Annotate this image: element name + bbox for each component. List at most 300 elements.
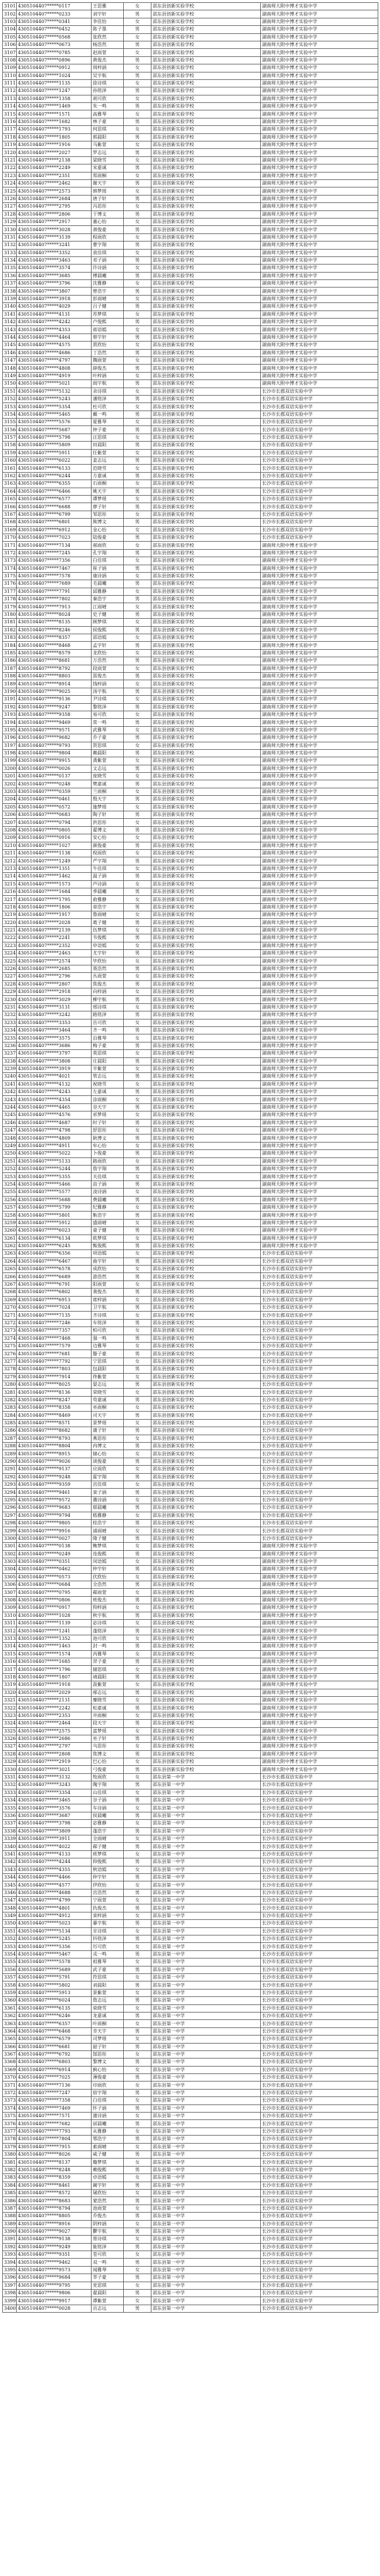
destination-cell: 湖南师大附中博才实验中学 bbox=[261, 1712, 378, 1719]
destination-cell: 湖南师大附中博才实验中学 bbox=[261, 164, 378, 172]
gender-cell: 女 bbox=[124, 1266, 151, 1273]
destination-cell: 长沙市长郡双语实验中学 bbox=[261, 2104, 378, 2112]
row-number-cell: 3325 bbox=[3, 1727, 17, 1735]
row-number-cell: 3340 bbox=[3, 1843, 17, 1850]
id-number-cell: 4305104407*****9137 bbox=[17, 1466, 92, 1473]
gender-cell: 男 bbox=[124, 87, 151, 95]
school-cell: 邵东县创新实验学校 bbox=[151, 834, 261, 842]
school-cell: 邵东县第一中学 bbox=[151, 2213, 261, 2220]
table-row bbox=[3, 1019, 378, 1026]
student-name-cell: 边雅琴 bbox=[92, 1342, 124, 1350]
school-cell: 邵东县第一中学 bbox=[151, 1958, 261, 1966]
gender-cell: 男 bbox=[124, 1535, 151, 1542]
row-number-cell: 3159 bbox=[3, 449, 17, 457]
student-name-cell: 隗宇翔 bbox=[92, 1781, 124, 1789]
student-name-cell: 俞雅静 bbox=[92, 896, 124, 903]
destination-cell: 湖南师大附中博才实验中学 bbox=[261, 1620, 378, 1627]
row-number-cell: 3227 bbox=[3, 973, 17, 980]
table-row bbox=[3, 1927, 378, 1935]
id-number-cell: 4305104407*****3687 bbox=[17, 1812, 92, 1819]
destination-cell: 湖南师大附中博才实验中学 bbox=[261, 565, 378, 572]
row-number-cell: 3196 bbox=[3, 734, 17, 742]
id-number-cell: 4305104407*****6912 bbox=[17, 526, 92, 534]
gender-cell: 女 bbox=[124, 126, 151, 133]
school-cell: 邵东县第一中学 bbox=[151, 2143, 261, 2150]
school-cell: 邵东县创新实验学校 bbox=[151, 218, 261, 225]
school-cell: 邵东县创新实验学校 bbox=[151, 1681, 261, 1689]
gender-cell: 女 bbox=[124, 2236, 151, 2243]
destination-cell: 湖南师大附中博才实验中学 bbox=[261, 342, 378, 349]
gender-cell: 女 bbox=[124, 1897, 151, 1904]
table-row bbox=[3, 857, 378, 865]
table-row bbox=[3, 488, 378, 495]
table-row bbox=[3, 1127, 378, 1134]
destination-cell: 长沙市长郡双语实验中学 bbox=[261, 1396, 378, 1404]
id-number-cell: 4305104407*****0916 bbox=[17, 834, 92, 842]
destination-cell: 湖南师大附中博才实验中学 bbox=[261, 1019, 378, 1026]
row-number-cell: 3371 bbox=[3, 2082, 17, 2089]
gender-cell: 女 bbox=[124, 1312, 151, 1319]
table-row bbox=[3, 1173, 378, 1180]
student-name-cell: 安心怡 bbox=[92, 834, 124, 842]
id-number-cell: 4305104407*****3574 bbox=[17, 264, 92, 272]
student-name-cell: 段雨萱 bbox=[92, 665, 124, 672]
gender-cell: 男 bbox=[124, 503, 151, 511]
row-number-cell: 3322 bbox=[3, 1704, 17, 1712]
school-cell: 邵东县创新实验学校 bbox=[151, 1366, 261, 1373]
row-number-cell: 3137 bbox=[3, 280, 17, 288]
table-row bbox=[3, 1273, 378, 1281]
school-cell: 邵东县第一中学 bbox=[151, 1966, 261, 1973]
row-number-cell: 3316 bbox=[3, 1658, 17, 1665]
student-name-cell: 刘宇轩 bbox=[92, 10, 124, 18]
row-number-cell: 3108 bbox=[3, 56, 17, 64]
gender-cell: 女 bbox=[124, 141, 151, 149]
id-number-cell: 4305104407*****3807 bbox=[17, 288, 92, 295]
gender-cell: 男 bbox=[124, 934, 151, 942]
row-number-cell: 3183 bbox=[3, 634, 17, 642]
row-number-cell: 3394 bbox=[3, 2259, 17, 2266]
table-row bbox=[3, 511, 378, 518]
row-number-cell: 3311 bbox=[3, 1620, 17, 1627]
row-number-cell: 3279 bbox=[3, 1373, 17, 1381]
student-name-cell: 辛紫萱 bbox=[92, 1065, 124, 1072]
destination-cell: 长沙市长郡双语实验中学 bbox=[261, 1527, 378, 1535]
student-name-cell: 邢诗琪 bbox=[92, 1003, 124, 1011]
student-name-cell: 庄晨阳 bbox=[92, 1057, 124, 1065]
row-number-cell: 3178 bbox=[3, 596, 17, 603]
school-cell: 邵东县创新实验学校 bbox=[151, 326, 261, 334]
student-name-cell: 侯俊熙 bbox=[92, 626, 124, 634]
gender-cell: 男 bbox=[124, 1212, 151, 1219]
gender-cell: 女 bbox=[124, 1666, 151, 1673]
id-number-cell: 4305104407*****7245 bbox=[17, 549, 92, 557]
gender-cell: 女 bbox=[124, 896, 151, 903]
destination-cell: 长沙市长郡双语实验中学 bbox=[261, 1358, 378, 1365]
student-name-cell: 赖俊熙 bbox=[92, 2166, 124, 2174]
destination-cell: 湖南师大附中博才实验中学 bbox=[261, 1157, 378, 1165]
table-row bbox=[3, 1496, 378, 1504]
school-cell: 邵东县创新实验学校 bbox=[151, 1227, 261, 1235]
row-number-cell: 3214 bbox=[3, 873, 17, 880]
student-name-cell: 马紫萱 bbox=[92, 141, 124, 149]
id-number-cell: 4305104407*****4133 bbox=[17, 1850, 92, 1858]
id-number-cell: 4305104407*****5578 bbox=[17, 1958, 92, 1966]
school-cell: 邵东县第一中学 bbox=[151, 1974, 261, 1981]
student-name-cell: 伏欣怡 bbox=[92, 1573, 124, 1581]
destination-cell: 湖南师大附中博才实验中学 bbox=[261, 249, 378, 256]
id-number-cell: 4305104407*****5576 bbox=[17, 419, 92, 426]
id-number-cell: 4305104407*****0573 bbox=[17, 1573, 92, 1581]
student-name-cell: 仲宇轩 bbox=[92, 1566, 124, 1573]
row-number-cell: 3163 bbox=[3, 480, 17, 488]
school-cell: 邵东县创新实验学校 bbox=[151, 1312, 261, 1319]
destination-cell: 长沙市长郡双语实验中学 bbox=[261, 2097, 378, 2104]
row-number-cell: 3127 bbox=[3, 203, 17, 210]
destination-cell: 湖南师大附中博才实验中学 bbox=[261, 1558, 378, 1565]
student-name-cell: 章浩宇 bbox=[92, 903, 124, 911]
id-number-cell: 4305104407*****2027 bbox=[17, 149, 92, 156]
row-number-cell: 3378 bbox=[3, 2136, 17, 2143]
destination-cell: 长沙市长郡双语实验中学 bbox=[261, 1296, 378, 1304]
gender-cell: 女 bbox=[124, 1034, 151, 1042]
id-number-cell: 4305104407*****2808 bbox=[17, 1750, 92, 1758]
row-number-cell: 3126 bbox=[3, 195, 17, 202]
table-row bbox=[3, 365, 378, 372]
table-row bbox=[3, 988, 378, 996]
student-name-cell: 郝雨欣 bbox=[92, 542, 124, 549]
row-number-cell: 3198 bbox=[3, 749, 17, 757]
gender-cell: 女 bbox=[124, 849, 151, 857]
gender-cell: 女 bbox=[124, 1065, 151, 1072]
student-name-cell: 弓俊豪 bbox=[92, 1766, 124, 1773]
row-number-cell: 3296 bbox=[3, 1504, 17, 1512]
table-row bbox=[3, 1827, 378, 1835]
id-number-cell: 4305104407*****8359 bbox=[17, 2174, 92, 2182]
student-name-cell: 谭紫萱 bbox=[92, 2297, 124, 2305]
id-number-cell: 4305104407*****3131 bbox=[17, 1003, 92, 1011]
school-cell: 邵东县创新实验学校 bbox=[151, 1704, 261, 1712]
gender-cell: 男 bbox=[124, 980, 151, 988]
gender-cell: 女 bbox=[124, 2159, 151, 2166]
student-name-cell: 胡可欣 bbox=[92, 95, 124, 102]
table-row bbox=[3, 1065, 378, 1072]
row-number-cell: 3223 bbox=[3, 942, 17, 949]
gender-cell: 女 bbox=[124, 603, 151, 611]
destination-cell: 湖南师大附中博才实验中学 bbox=[261, 1150, 378, 1157]
school-cell: 邵东县第一中学 bbox=[151, 1943, 261, 1950]
table-row bbox=[3, 1612, 378, 1619]
gender-cell: 女 bbox=[124, 1003, 151, 1011]
destination-cell: 湖南师大附中博才实验中学 bbox=[261, 626, 378, 634]
table-row bbox=[3, 334, 378, 341]
id-number-cell: 4305104407*****7467 bbox=[17, 565, 92, 572]
row-number-cell: 3175 bbox=[3, 572, 17, 580]
id-number-cell: 4305104407*****0673 bbox=[17, 41, 92, 48]
destination-cell: 湖南师大附中博才实验中学 bbox=[261, 26, 378, 33]
destination-cell: 湖南师大附中博才实验中学 bbox=[261, 41, 378, 48]
gender-cell: 女 bbox=[124, 1681, 151, 1689]
id-number-cell: 4305104407*****3132 bbox=[17, 1773, 92, 1781]
table-row bbox=[3, 1750, 378, 1758]
gender-cell: 女 bbox=[124, 1804, 151, 1812]
destination-cell: 湖南师大附中博才实验中学 bbox=[261, 803, 378, 811]
destination-cell: 湖南师大附中博才实验中学 bbox=[261, 172, 378, 179]
destination-cell: 长沙市长郡双语实验中学 bbox=[261, 2159, 378, 2166]
table-row bbox=[3, 1235, 378, 1242]
student-name-cell: 涂雨桐 bbox=[92, 1096, 124, 1103]
id-number-cell: 4305104407*****1463 bbox=[17, 1643, 92, 1650]
school-cell: 邵东县第一中学 bbox=[151, 2266, 261, 2274]
table-row bbox=[3, 757, 378, 765]
gender-cell: 女 bbox=[124, 233, 151, 241]
row-number-cell: 3226 bbox=[3, 965, 17, 972]
row-number-cell: 3347 bbox=[3, 1897, 17, 1904]
table-row bbox=[3, 1427, 378, 1435]
id-number-cell: 4305104407*****0138 bbox=[17, 1543, 92, 1550]
table-row bbox=[3, 919, 378, 926]
table-row bbox=[3, 588, 378, 595]
id-number-cell: 4305104407*****7913 bbox=[17, 603, 92, 611]
destination-cell: 湖南师大附中博才实验中学 bbox=[261, 1103, 378, 1111]
school-cell: 邵东县创新实验学校 bbox=[151, 295, 261, 302]
table-row bbox=[3, 372, 378, 379]
destination-cell: 湖南师大附中博才实验中学 bbox=[261, 133, 378, 141]
school-cell: 邵东县第一中学 bbox=[151, 2113, 261, 2120]
table-row bbox=[3, 2113, 378, 2120]
gender-cell: 男 bbox=[124, 1720, 151, 1727]
student-name-cell: 柳宇航 bbox=[92, 996, 124, 1003]
id-number-cell: 4305104407*****5243 bbox=[17, 395, 92, 402]
student-name-cell: 雷俊杰 bbox=[92, 672, 124, 680]
destination-cell: 长沙市长郡双语实验中学 bbox=[261, 426, 378, 434]
id-number-cell: 4305104407*****5791 bbox=[17, 1974, 92, 1981]
destination-cell: 湖南师大附中博才实验中学 bbox=[261, 1635, 378, 1642]
destination-cell: 湖南师大附中博才实验中学 bbox=[261, 103, 378, 110]
row-number-cell: 3169 bbox=[3, 526, 17, 534]
gender-cell: 女 bbox=[124, 419, 151, 426]
row-number-cell: 3300 bbox=[3, 1535, 17, 1542]
row-number-cell: 3382 bbox=[3, 2166, 17, 2174]
table-row bbox=[3, 1396, 378, 1404]
table-row bbox=[3, 164, 378, 172]
destination-cell: 湖南师大附中博才实验中学 bbox=[261, 873, 378, 880]
destination-cell: 长沙市长郡双语实验中学 bbox=[261, 395, 378, 402]
table-row bbox=[3, 1704, 378, 1712]
id-number-cell: 4305104407*****9793 bbox=[17, 742, 92, 749]
school-cell: 邵东县创新实验学校 bbox=[151, 64, 261, 72]
table-row bbox=[3, 696, 378, 703]
id-number-cell: 4305104407*****7468 bbox=[17, 1335, 92, 1342]
id-number-cell: 4305104407*****6792 bbox=[17, 2050, 92, 2058]
gender-cell: 男 bbox=[124, 873, 151, 880]
table-row bbox=[3, 1589, 378, 1596]
table-row bbox=[3, 2058, 378, 2066]
student-name-cell: 齐诗琪 bbox=[92, 1312, 124, 1319]
destination-cell: 长沙市长郡双语实验中学 bbox=[261, 1974, 378, 1981]
school-cell: 邵东县创新实验学校 bbox=[151, 1042, 261, 1049]
gender-cell: 男 bbox=[124, 1273, 151, 1281]
destination-cell: 湖南师大附中博才实验中学 bbox=[261, 1142, 378, 1149]
destination-cell: 湖南师大附中博才实验中学 bbox=[261, 303, 378, 310]
row-number-cell: 3291 bbox=[3, 1466, 17, 1473]
student-name-cell: 储心怡 bbox=[92, 1450, 124, 1458]
id-number-cell: 4305104407*****5912 bbox=[17, 1219, 92, 1226]
row-number-cell: 3348 bbox=[3, 1904, 17, 1912]
table-row bbox=[3, 2012, 378, 2019]
school-cell: 邵东县第一中学 bbox=[151, 2043, 261, 2050]
school-cell: 邵东县创新实验学校 bbox=[151, 1304, 261, 1312]
student-name-cell: 燕思彤 bbox=[92, 1435, 124, 1442]
school-cell: 邵东县第一中学 bbox=[151, 1997, 261, 2004]
school-cell: 邵东县创新实验学校 bbox=[151, 1250, 261, 1258]
id-number-cell: 4305104407*****1917 bbox=[17, 911, 92, 919]
id-number-cell: 4305104407*****0568 bbox=[17, 33, 92, 41]
gender-cell: 女 bbox=[124, 1589, 151, 1596]
table-row bbox=[3, 572, 378, 580]
row-number-cell: 3324 bbox=[3, 1720, 17, 1727]
student-name-cell: 文志远 bbox=[92, 765, 124, 772]
student-name-cell: 暴宇航 bbox=[92, 1920, 124, 1927]
school-cell: 邵东县创新实验学校 bbox=[151, 87, 261, 95]
student-name-cell: 葛子健 bbox=[92, 919, 124, 926]
gender-cell: 女 bbox=[124, 465, 151, 472]
row-number-cell: 3277 bbox=[3, 1358, 17, 1365]
row-number-cell: 3320 bbox=[3, 1689, 17, 1696]
id-number-cell: 4305104407*****4808 bbox=[17, 365, 92, 372]
destination-cell: 湖南师大附中博才实验中学 bbox=[261, 118, 378, 125]
school-cell: 邵东县创新实验学校 bbox=[151, 588, 261, 595]
table-row bbox=[3, 2205, 378, 2212]
row-number-cell: 3213 bbox=[3, 865, 17, 872]
row-number-cell: 3168 bbox=[3, 519, 17, 526]
row-number-cell: 3156 bbox=[3, 426, 17, 434]
table-row bbox=[3, 2104, 378, 2112]
student-name-cell: 靖晨阳 bbox=[92, 1673, 124, 1681]
row-number-cell: 3384 bbox=[3, 2182, 17, 2189]
student-name-cell: 幸天宇 bbox=[92, 2027, 124, 2035]
school-cell: 邵东县创新实验学校 bbox=[151, 926, 261, 934]
id-number-cell: 4305104407*****1352 bbox=[17, 1635, 92, 1642]
row-number-cell: 3202 bbox=[3, 780, 17, 788]
gender-cell: 女 bbox=[124, 1373, 151, 1381]
row-number-cell: 3356 bbox=[3, 1966, 17, 1973]
school-cell: 邵东县创新实验学校 bbox=[151, 1543, 261, 1550]
gender-cell: 女 bbox=[124, 1296, 151, 1304]
student-name-cell: 田晨阳 bbox=[92, 442, 124, 449]
table-row bbox=[3, 1296, 378, 1304]
gender-cell: 男 bbox=[124, 965, 151, 972]
id-number-cell: 4305104407*****1028 bbox=[17, 1612, 92, 1619]
student-name-cell: 梁晓雪 bbox=[92, 156, 124, 164]
gender-cell: 男 bbox=[124, 1873, 151, 1881]
table-row bbox=[3, 103, 378, 110]
id-number-cell: 4305104407*****9916 bbox=[17, 1527, 92, 1535]
row-number-cell: 3154 bbox=[3, 411, 17, 418]
destination-cell: 湖南师大附中博才实验中学 bbox=[261, 1743, 378, 1750]
row-number-cell: 3337 bbox=[3, 1820, 17, 1827]
student-name-cell: 糜晓雪 bbox=[92, 1696, 124, 1704]
destination-cell: 长沙市长郡双语实验中学 bbox=[261, 1843, 378, 1850]
student-name-cell: 钟子豪 bbox=[92, 426, 124, 434]
student-name-cell: 祖雅琴 bbox=[92, 1958, 124, 1966]
table-row bbox=[3, 1157, 378, 1165]
school-cell: 邵东县创新实验学校 bbox=[151, 56, 261, 64]
school-cell: 邵东县创新实验学校 bbox=[151, 1412, 261, 1419]
table-row bbox=[3, 1966, 378, 1973]
destination-cell: 湖南师大附中博才实验中学 bbox=[261, 179, 378, 187]
row-number-cell: 3164 bbox=[3, 488, 17, 495]
id-number-cell: 4305104407*****6134 bbox=[17, 1235, 92, 1242]
row-number-cell: 3152 bbox=[3, 395, 17, 402]
student-name-cell: 秦浩宇 bbox=[92, 596, 124, 603]
student-name-cell: 巫子轩 bbox=[92, 1735, 124, 1742]
school-cell: 邵东县第一中学 bbox=[151, 1804, 261, 1812]
row-number-cell: 3278 bbox=[3, 1366, 17, 1373]
row-number-cell: 3287 bbox=[3, 1435, 17, 1442]
school-cell: 邵东县第一中学 bbox=[151, 2082, 261, 2089]
student-name-cell: 曹宇翔 bbox=[92, 241, 124, 249]
row-number-cell: 3381 bbox=[3, 2159, 17, 2166]
destination-cell: 湖南师大附中博才实验中学 bbox=[261, 1212, 378, 1219]
school-cell: 邵东县创新实验学校 bbox=[151, 1458, 261, 1465]
destination-cell: 湖南师大附中博才实验中学 bbox=[261, 33, 378, 41]
student-name-cell: 牟心怡 bbox=[92, 1142, 124, 1149]
destination-cell: 长沙市长郡双语实验中学 bbox=[261, 2274, 378, 2282]
school-cell: 邵东县创新实验学校 bbox=[151, 973, 261, 980]
student-name-cell: 崔子涵 bbox=[92, 565, 124, 572]
school-cell: 邵东县创新实验学校 bbox=[151, 1589, 261, 1596]
student-name-cell: 宓诗琪 bbox=[92, 1620, 124, 1627]
destination-cell: 长沙市长郡双语实验中学 bbox=[261, 1535, 378, 1542]
destination-cell: 湖南师大附中博才实验中学 bbox=[261, 734, 378, 742]
destination-cell: 湖南师大附中博才实验中学 bbox=[261, 1643, 378, 1650]
row-number-cell: 3165 bbox=[3, 496, 17, 503]
table-row bbox=[3, 2074, 378, 2082]
student-name-cell: 武雅琴 bbox=[92, 726, 124, 734]
table-row bbox=[3, 842, 378, 849]
student-name-cell: 咸子健 bbox=[92, 2150, 124, 2158]
destination-cell: 长沙市长郡双语实验中学 bbox=[261, 1250, 378, 1258]
id-number-cell: 4305104407*****2684 bbox=[17, 195, 92, 202]
gender-cell: 男 bbox=[124, 2074, 151, 2082]
destination-cell: 长沙市长郡双语实验中学 bbox=[261, 2236, 378, 2243]
destination-cell: 长沙市长郡双语实验中学 bbox=[261, 488, 378, 495]
row-number-cell: 3326 bbox=[3, 1735, 17, 1742]
row-number-cell: 3207 bbox=[3, 819, 17, 826]
table-row bbox=[3, 226, 378, 233]
gender-cell: 女 bbox=[124, 757, 151, 765]
id-number-cell: 4305104407*****0785 bbox=[17, 49, 92, 56]
student-name-cell: 鄂浩宇 bbox=[92, 2136, 124, 2143]
destination-cell: 湖南师大附中博才实验中学 bbox=[261, 996, 378, 1003]
gender-cell: 男 bbox=[124, 334, 151, 341]
id-number-cell: 4305104407*****5023 bbox=[17, 1920, 92, 1927]
row-number-cell: 3329 bbox=[3, 1758, 17, 1766]
gender-cell: 女 bbox=[124, 1712, 151, 1719]
student-name-cell: 丛雨萱 bbox=[92, 973, 124, 980]
student-name-cell: 隆子健 bbox=[92, 1535, 124, 1542]
destination-cell: 长沙市长郡双语实验中学 bbox=[261, 1804, 378, 1812]
gender-cell: 男 bbox=[124, 272, 151, 279]
id-number-cell: 4305104407*****6357 bbox=[17, 2020, 92, 2027]
id-number-cell: 4305104407*****9351 bbox=[17, 2251, 92, 2259]
school-cell: 邵东县第一中学 bbox=[151, 2282, 261, 2289]
student-name-cell: 宿宇翔 bbox=[92, 2089, 124, 2096]
school-cell: 邵东县第一中学 bbox=[151, 2243, 261, 2251]
student-name-cell: 邱雅静 bbox=[92, 588, 124, 595]
row-number-cell: 3349 bbox=[3, 1912, 17, 1919]
